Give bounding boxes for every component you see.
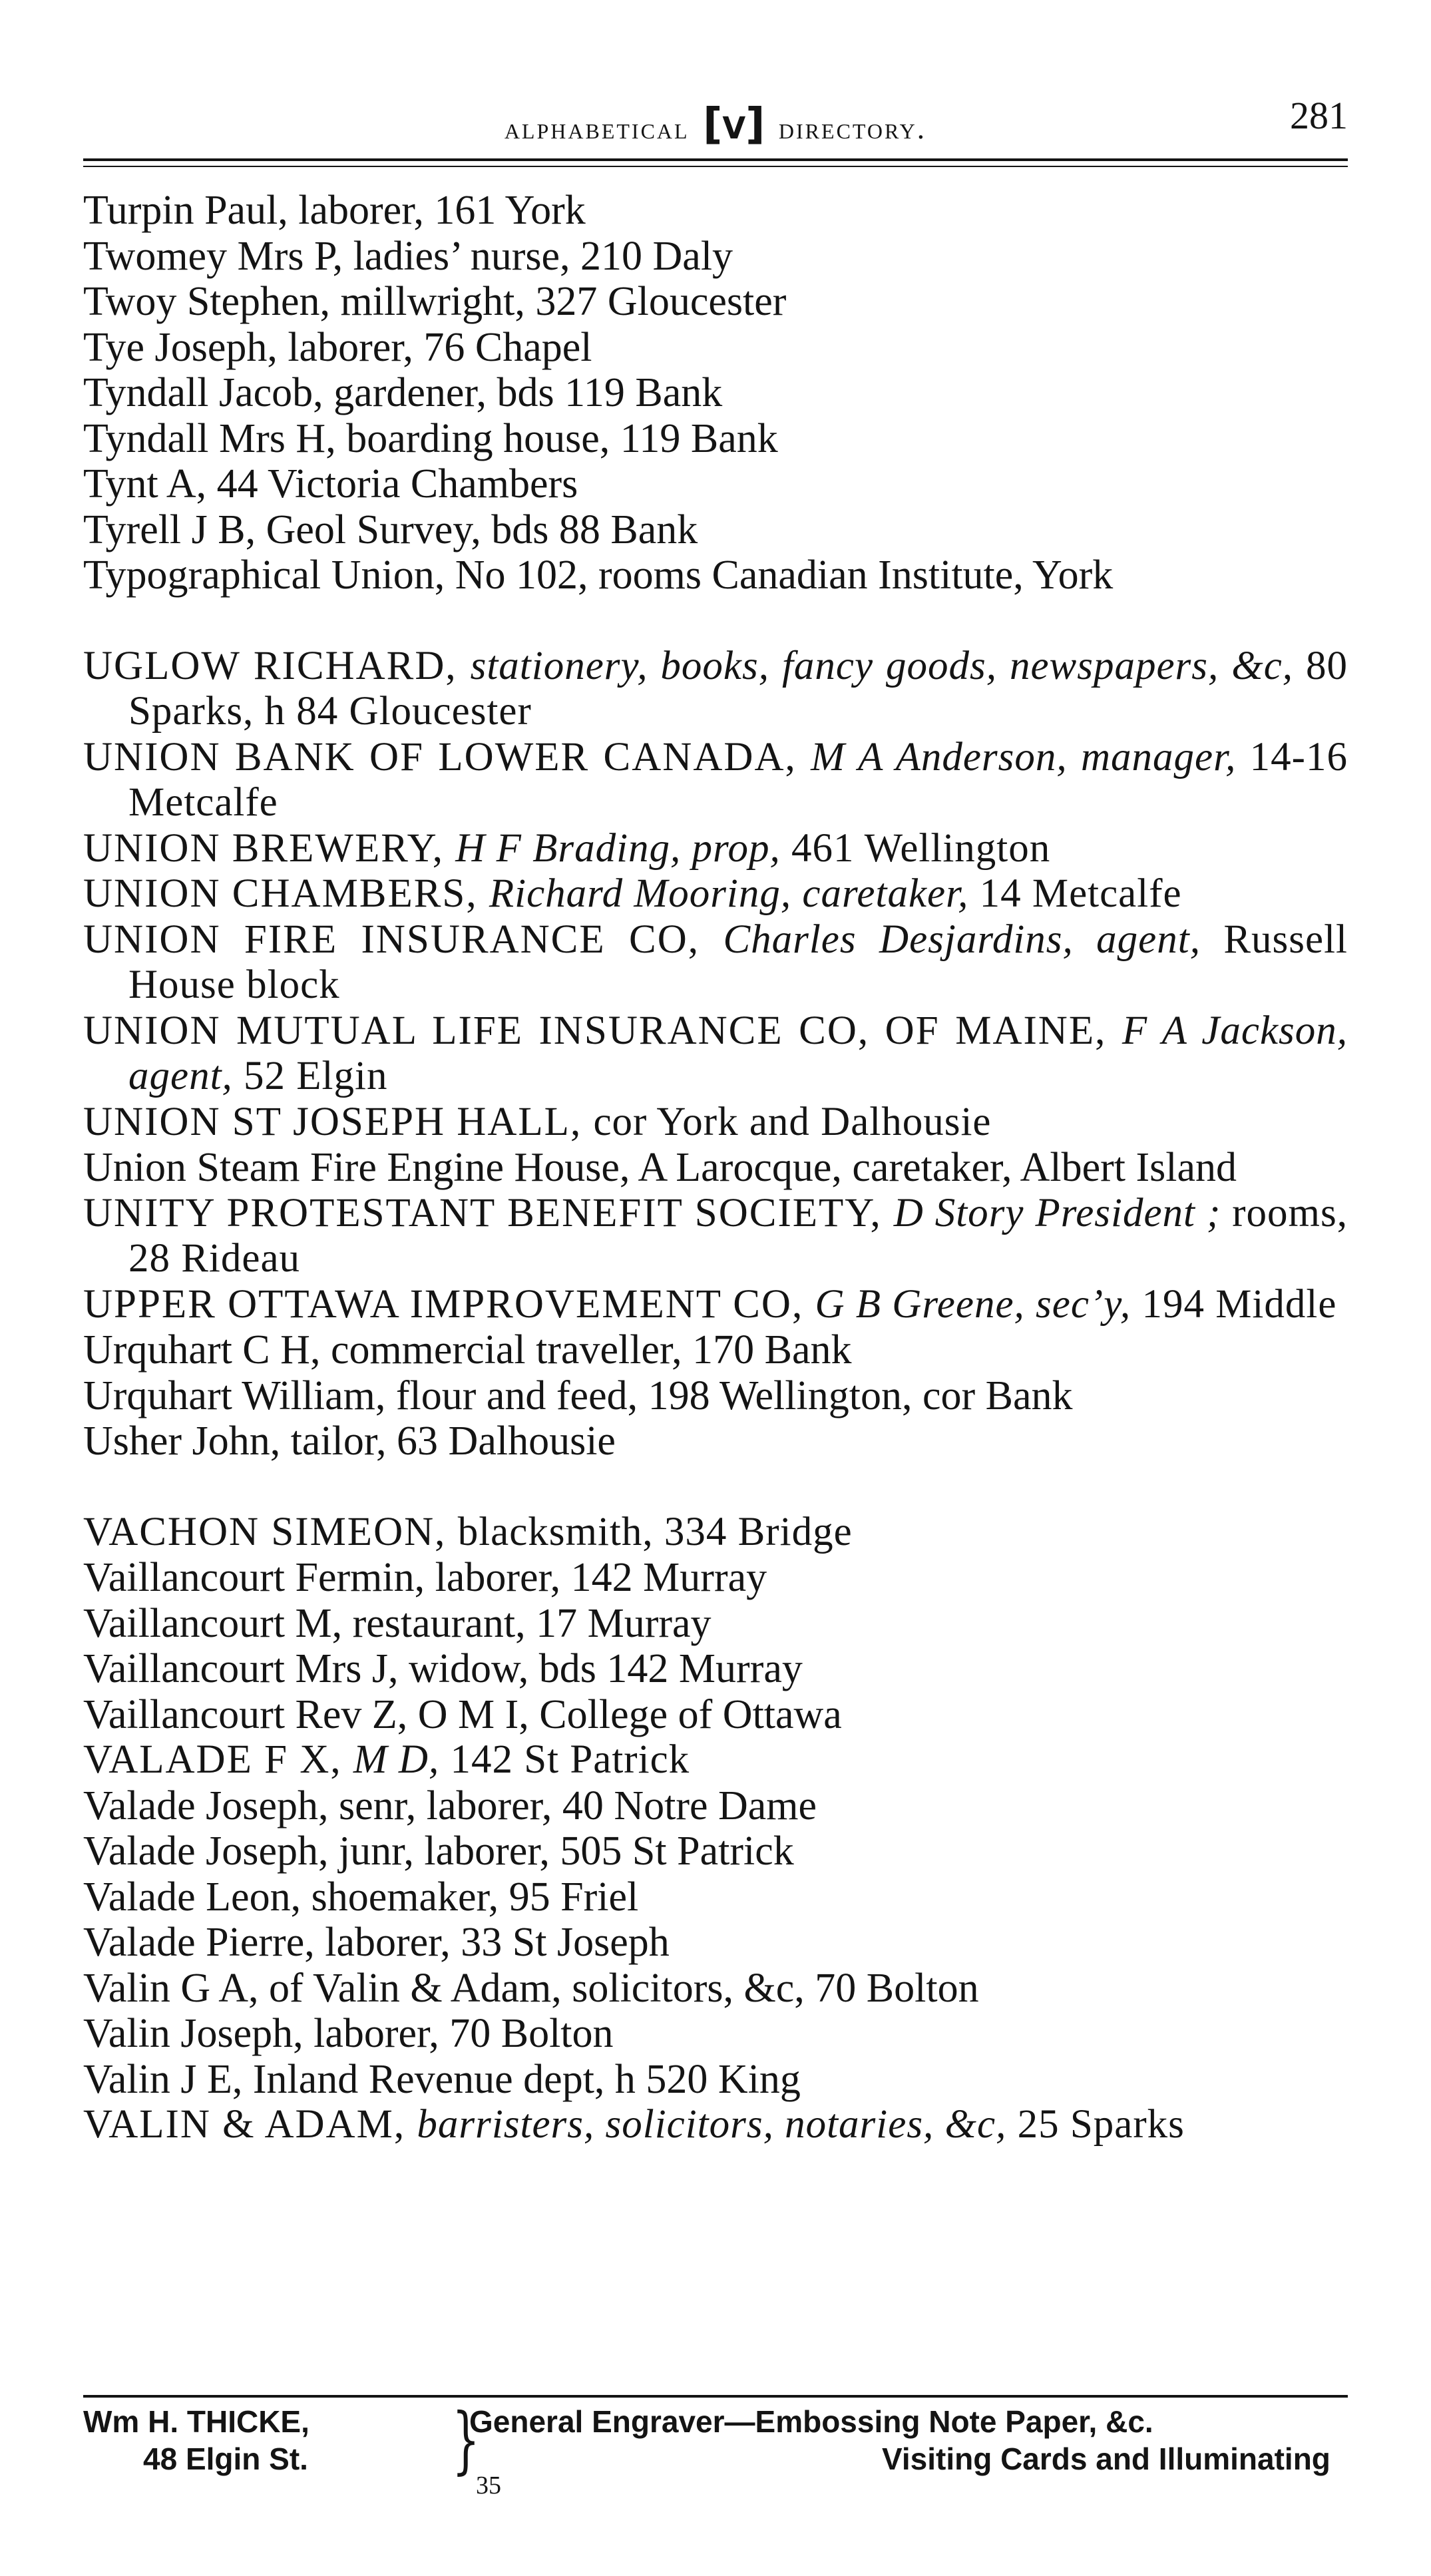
page-number: 281 (1290, 94, 1348, 137)
directory-entry (83, 1555, 1348, 1601)
running-title-right: directory. (778, 111, 927, 145)
entry-text: rooms, 28 Rideau (128, 1190, 1348, 1281)
directory-entry (83, 917, 1348, 1008)
directory-entry (83, 234, 1348, 280)
entry-text: Tyndall Jacob, gardener, bds 119 Bank (83, 370, 723, 415)
directory-listing (83, 188, 1348, 2148)
signature-mark: 35 (476, 2471, 501, 2499)
advertiser-block (83, 2403, 456, 2477)
directory-entry (83, 826, 1348, 872)
entry-text: Valade Pierre, laborer, 33 St Joseph (83, 1920, 670, 1965)
directory-entry (83, 1601, 1348, 1647)
entry-text: 461 Wellington (780, 825, 1051, 871)
directory-entry (83, 1008, 1348, 1100)
entry-text: Union Steam Fire Engine House, A Larocque, caretaker, Albert Island (83, 1145, 1237, 1190)
entry-italic-text: M D, (353, 1737, 440, 1782)
directory-entry (83, 735, 1348, 826)
entry-name: UNION MUTUAL LIFE INSURANCE CO, OF MAINE, (83, 1008, 1122, 1053)
entry-name: UNION BREWERY, (83, 825, 456, 871)
running-title-left: alphabetical (504, 111, 690, 145)
directory-entry (83, 1191, 1348, 1282)
entry-text: Urquhart C H, commercial traveller, 170 Bank (83, 1327, 852, 1373)
directory-entry (83, 1646, 1348, 1692)
directory-entry (83, 1373, 1348, 1419)
directory-entry (83, 1510, 1348, 1556)
entry-italic-text: M A Anderson, manager, (811, 734, 1237, 779)
entry-text: Valin Joseph, laborer, 70 Bolton (83, 2011, 614, 2056)
directory-entry (83, 1966, 1348, 2012)
running-title (83, 100, 1348, 149)
entry-text: Tyndall Mrs H, boarding house, 119 Bank (83, 415, 778, 461)
entry-text: Tyrell J B, Geol Survey, bds 88 Bank (83, 507, 698, 552)
entry-text: Typographical Union, No 102, rooms Canadian Institute, York (83, 552, 1114, 598)
directory-entry (83, 1737, 1348, 1783)
brace-glyph: } (452, 2397, 480, 2482)
directory-entry (83, 644, 1348, 735)
directory-section (83, 644, 1348, 1464)
entry-italic-text: barristers, solicitors, notaries, &c, (417, 2102, 1007, 2147)
header-rule (83, 158, 1348, 167)
directory-entry (83, 1282, 1348, 1328)
entry-italic-text: G B Greene, sec’y, (815, 1281, 1131, 1327)
directory-entry (83, 416, 1348, 462)
entry-italic-text: stationery, books, fancy goods, newspapers, &c, (470, 643, 1294, 688)
entry-text: Valade Leon, shoemaker, 95 Friel (83, 1874, 639, 1920)
entry-text: Twomey Mrs P, ladies’ nurse, 210 Daly (83, 233, 733, 279)
entry-text: Vaillancourt Rev Z, O M I, College of Ottawa (83, 1691, 842, 1737)
entry-text: Vaillancourt M, restaurant, 17 Murray (83, 1600, 712, 1646)
entry-name: UNION BANK OF LOWER CANADA, (83, 734, 811, 779)
directory-entry (83, 1874, 1348, 1920)
directory-entry (83, 1327, 1348, 1373)
directory-entry (83, 507, 1348, 553)
entry-name: VACHON SIMEON, (83, 1509, 458, 1554)
directory-entry (83, 552, 1348, 598)
advertisement-line-2: Visiting Cards and Illuminating (882, 2442, 1330, 2476)
entry-text: Usher John, tailor, 63 Dalhousie (83, 1418, 616, 1464)
entry-text: Urquhart William, flour and feed, 198 Wellington, cor Bank (83, 1373, 1073, 1418)
entry-text: 80 Sparks, h 84 Gloucester (128, 643, 1348, 734)
directory-entry (83, 2011, 1348, 2057)
entry-name: UNION CHAMBERS, (83, 871, 489, 916)
section-letter: [v] (703, 100, 765, 149)
advertisement-line-1: General Engraver—Embossing Note Paper, &c. (469, 2404, 1153, 2439)
entry-text: Valin J E, Inland Revenue dept, h 520 King (83, 2056, 801, 2102)
entry-name: VALADE F X, (83, 1737, 353, 1782)
entry-text: Valade Joseph, senr, laborer, 40 Notre Dame (83, 1783, 817, 1828)
entry-name: VALIN & ADAM, (83, 2102, 417, 2147)
directory-entry (83, 1920, 1348, 1966)
advertisement-footer (83, 2397, 1348, 2503)
directory-entry (83, 1418, 1348, 1464)
directory-entry (83, 871, 1348, 917)
entry-text: 52 Elgin (232, 1054, 388, 1098)
directory-entry (83, 1783, 1348, 1829)
directory-section (83, 188, 1348, 598)
directory-entry (83, 1828, 1348, 1874)
entry-name: UNION ST JOSEPH HALL, (83, 1099, 594, 1144)
directory-entry (83, 1692, 1348, 1738)
advertisement-text (469, 2403, 1348, 2477)
entry-text: Valin G A, of Valin & Adam, solicitors, &c, 70 Bolton (83, 1965, 979, 2011)
page-header (83, 87, 1348, 149)
entry-text: 142 St Patrick (439, 1737, 690, 1782)
entry-text: blacksmith, 334 Bridge (457, 1509, 853, 1554)
advertiser-name: Wm H. THICKE, (83, 2404, 309, 2439)
directory-entry (83, 188, 1348, 234)
directory-entry (83, 1100, 1348, 1146)
footer-rule (83, 2395, 1348, 2398)
directory-entry (83, 325, 1348, 371)
directory-entry (83, 2057, 1348, 2103)
entry-text: 194 Middle (1131, 1281, 1337, 1327)
directory-section (83, 1510, 1348, 2148)
entry-text: Vaillancourt Fermin, laborer, 142 Murray (83, 1555, 767, 1600)
entry-name: UPPER OTTAWA IMPROVEMENT CO, (83, 1281, 815, 1327)
entry-name: UNION FIRE INSURANCE CO, (83, 917, 723, 962)
entry-text: Twoy Stephen, millwright, 327 Gloucester (83, 279, 787, 324)
entry-text: Valade Joseph, junr, laborer, 505 St Patrick (83, 1828, 794, 1874)
entry-italic-text: Charles Desjardins, agent, (723, 917, 1201, 962)
entry-name: UGLOW RICHARD, (83, 643, 471, 688)
entry-text: cor York and Dalhousie (593, 1099, 992, 1144)
directory-entry (83, 1145, 1348, 1191)
directory-entry (83, 2102, 1348, 2148)
entry-text: 14-16 Metcalfe (128, 734, 1348, 825)
entry-italic-text: Richard Mooring, caretaker, (489, 871, 969, 916)
entry-text: Turpin Paul, laborer, 161 York (83, 188, 586, 233)
advertiser-address: 48 Elgin St. (143, 2442, 308, 2476)
directory-entry (83, 461, 1348, 507)
directory-entry (83, 370, 1348, 416)
entry-text: Vaillancourt Mrs J, widow, bds 142 Murray (83, 1646, 803, 1691)
entry-italic-text: F A Jackson, agent, (128, 1008, 1348, 1098)
entry-italic-text: D Story President ; (893, 1190, 1221, 1235)
entry-text: Russell House block (128, 917, 1348, 1007)
entry-text: 14 Metcalfe (968, 871, 1182, 916)
entry-text: 25 Sparks (1006, 2102, 1185, 2147)
entry-name: UNITY PROTESTANT BENEFIT SOCIETY, (83, 1190, 894, 1235)
entry-text: Tynt A, 44 Victoria Chambers (83, 461, 578, 507)
directory-entry (83, 279, 1348, 325)
entry-italic-text: H F Brading, prop, (455, 825, 781, 871)
entry-text: Tye Joseph, laborer, 76 Chapel (83, 324, 592, 370)
